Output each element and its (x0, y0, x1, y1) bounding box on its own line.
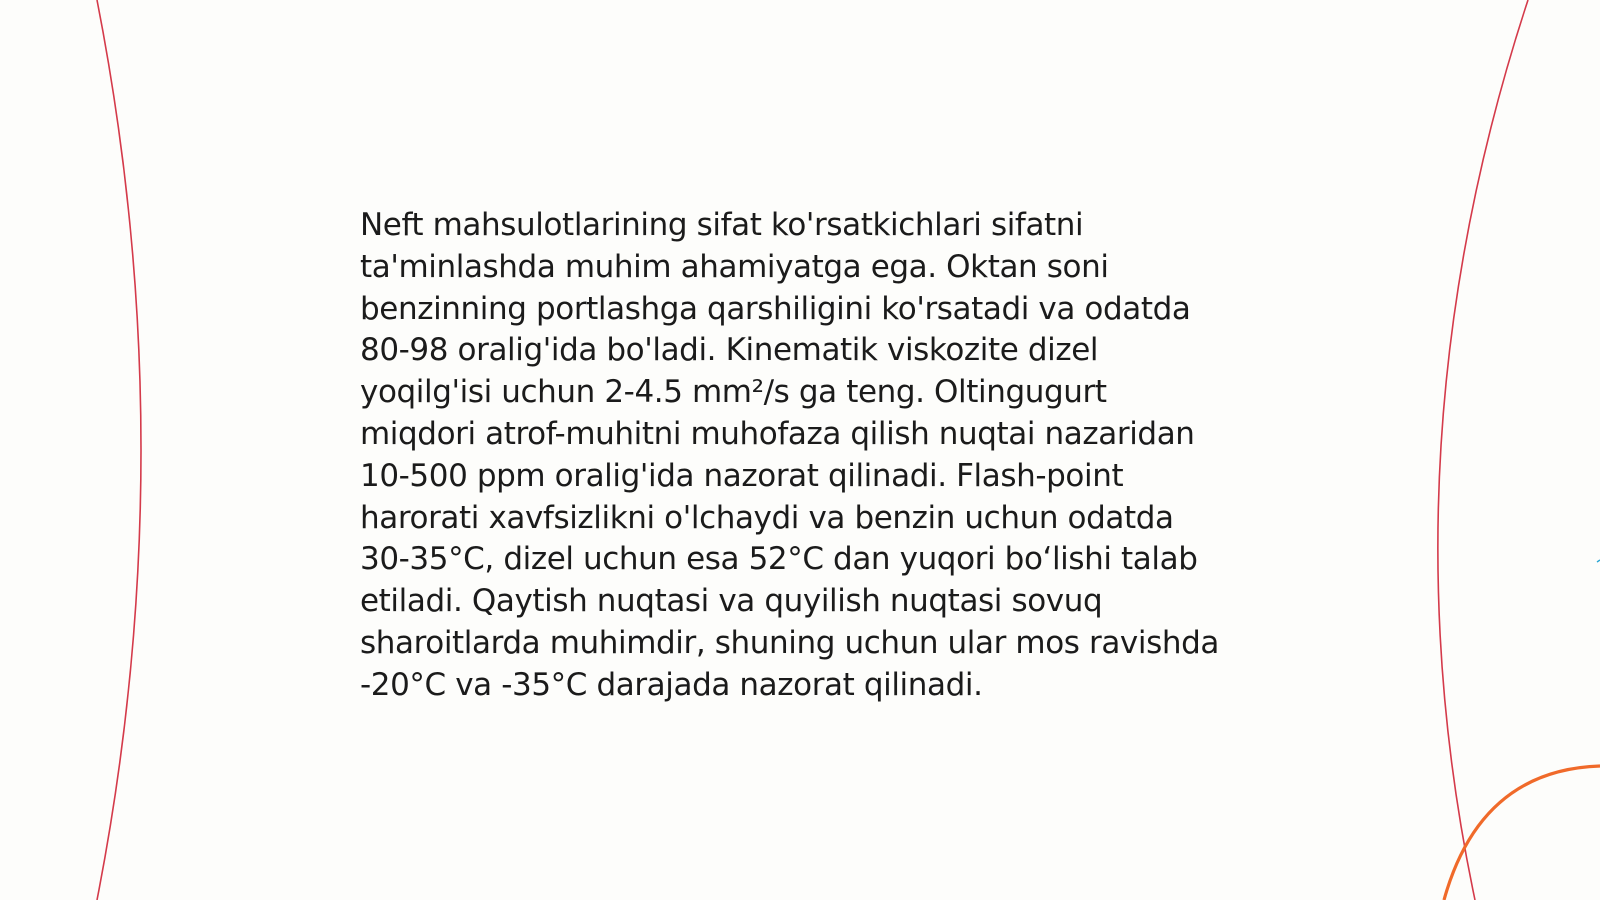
body-paragraph: Neft mahsulotlarining sifat ko'rsatkichlari sifatni ta'minlashda muhim ahamiyatga ega. Oktan soni benzinning portlashga qarshiligini ko'rsatadi va odatda 80-98 oralig'ida bo'ladi. Kinematik viskozite dizel yoqilg'isi uchun 2-4.5 mm²/s ga teng. Oltingugurt miqdori atrof-muhitni muhofaza qilish nuqtai nazaridan 10-500 ppm oralig'ida nazorat qilinadi. Flash-point harorati xavfsizlikni o'lchaydi va benzin uchun odatda 30-35°C, dizel uchun esa 52°C dan yuqori bo‘lishi talab etiladi. Qaytish nuqtasi va quyilish nuqtasi sovuq sharoitlarda muhimdir, shuning uchun ular mos ravishda -20°C va -35°C darajada nazorat qilinadi. (360, 207, 1219, 703)
right-arc (1438, 0, 1528, 900)
left-arc (97, 0, 141, 900)
corner-orange-arc (1444, 766, 1600, 900)
